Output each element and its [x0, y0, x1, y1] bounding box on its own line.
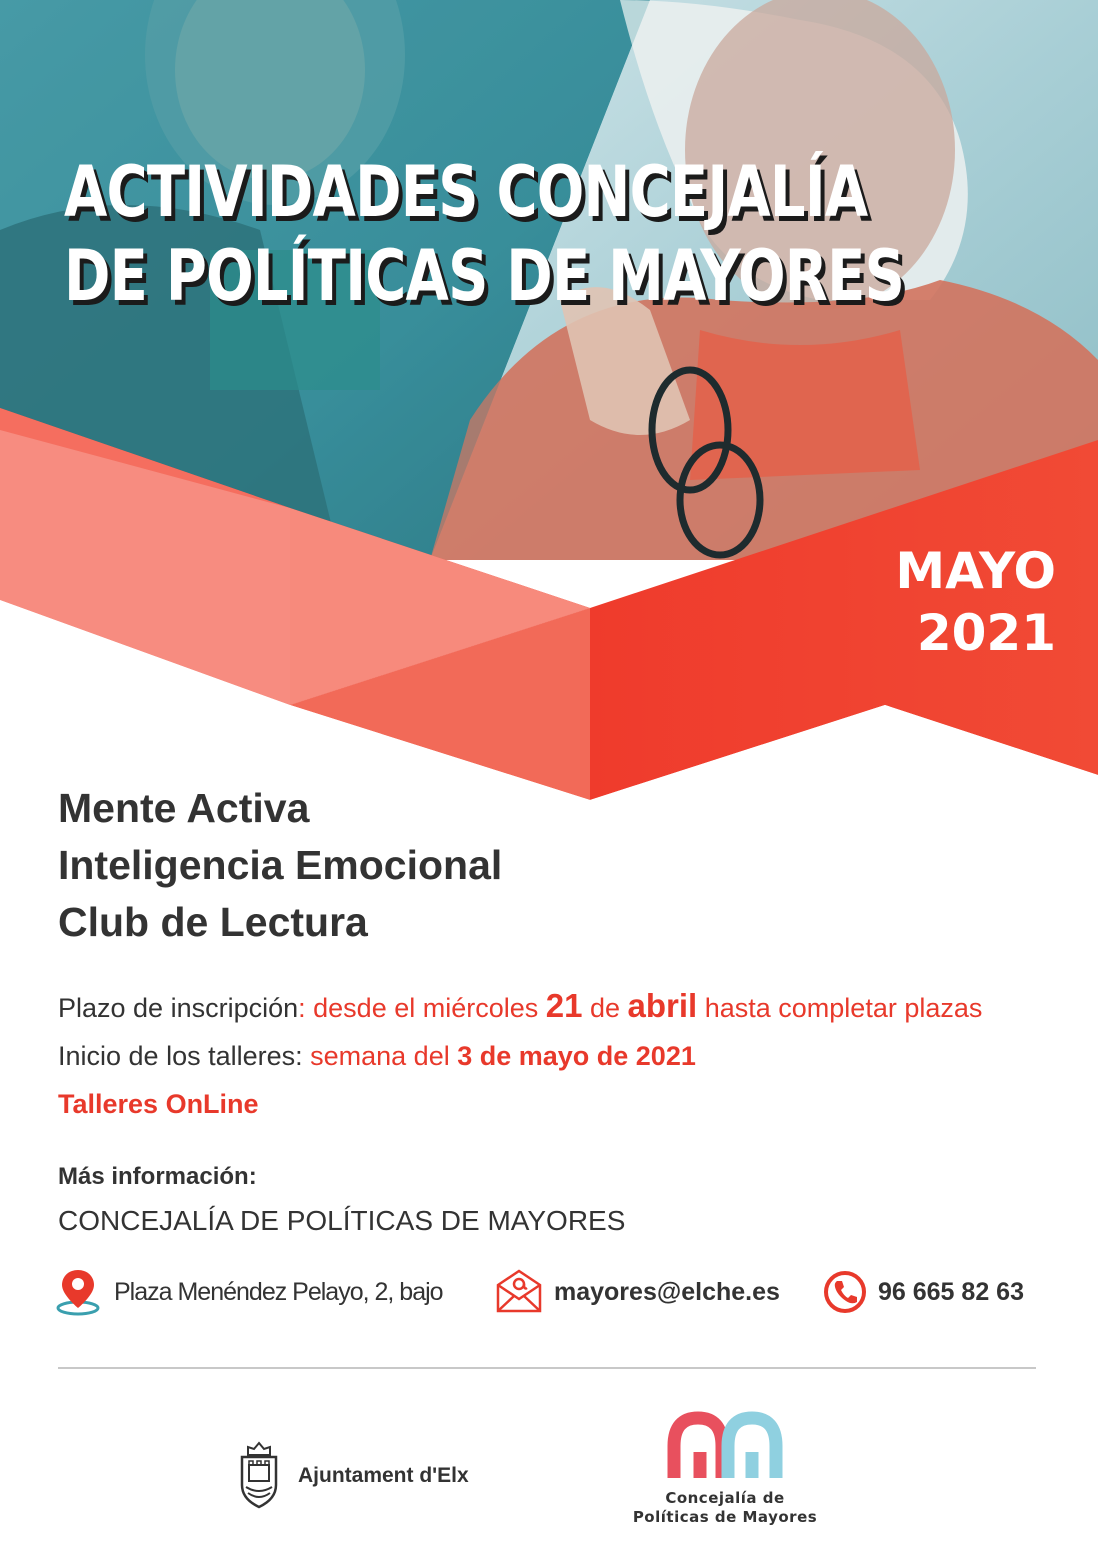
title-line-1: ACTIVIDADES CONCEJALÍA: [64, 151, 868, 233]
contact-row: [52, 1262, 1052, 1322]
start-date: 3 de mayo de 2021: [457, 1041, 696, 1071]
workshop-item: Mente Activa: [58, 785, 310, 831]
city-label: Ajuntament d'Elx: [298, 1464, 469, 1487]
info-block: [58, 982, 1078, 1128]
phone-icon: [822, 1269, 868, 1315]
more-info-label: Más información:: [58, 1163, 257, 1190]
more-info: [58, 1158, 625, 1246]
contact-email[interactable]: [494, 1262, 780, 1322]
workshop-item: Inteligencia Emocional: [58, 842, 503, 888]
mode-line: [58, 1080, 1078, 1128]
dept-label-1: Concejalía de: [665, 1489, 785, 1507]
phone-text[interactable]: 96 665 82 63: [878, 1277, 1024, 1306]
date-year: 2021: [916, 604, 1056, 662]
contact-phone[interactable]: [822, 1262, 1024, 1322]
registration-month: abril: [627, 987, 698, 1024]
workshop-item: Club de Lectura: [58, 899, 368, 945]
registration-text-after: hasta completar plazas: [697, 993, 983, 1023]
date-month: MAYO: [895, 542, 1056, 600]
registration-day: 21: [545, 987, 583, 1024]
location-pin-icon: [52, 1266, 104, 1318]
divider: [58, 1367, 1036, 1369]
coat-of-arms-icon: [234, 1441, 284, 1511]
registration-text-before: : desde el miércoles: [298, 993, 546, 1023]
contact-address: [52, 1262, 443, 1322]
email-text[interactable]: mayores@elche.es: [554, 1277, 780, 1306]
dept-label-2: Políticas de Mayores: [632, 1508, 818, 1526]
dept-logo: [620, 1408, 830, 1527]
address-text: Plaza Menéndez Pelayo, 2, bajo: [114, 1277, 443, 1306]
concejalia-logo-icon: [660, 1408, 790, 1484]
title-line-2: DE POLÍTICAS DE MAYORES: [64, 235, 905, 317]
registration-line: [58, 982, 1078, 1032]
workshop-list: [58, 780, 502, 951]
city-logo: [234, 1436, 469, 1516]
mode-label: Talleres OnLine: [58, 1089, 259, 1119]
date-block: [756, 540, 1056, 664]
start-label: Inicio de los talleres:: [58, 1041, 303, 1071]
start-text: semana del: [302, 1041, 458, 1071]
more-info-org: CONCEJALÍA DE POLÍTICAS DE MAYORES: [58, 1205, 626, 1236]
page-title: [64, 150, 905, 318]
registration-label: Plazo de inscripción: [58, 993, 299, 1023]
mail-at-icon: [494, 1267, 544, 1317]
registration-de: de: [582, 993, 628, 1023]
start-line: [58, 1032, 1078, 1080]
